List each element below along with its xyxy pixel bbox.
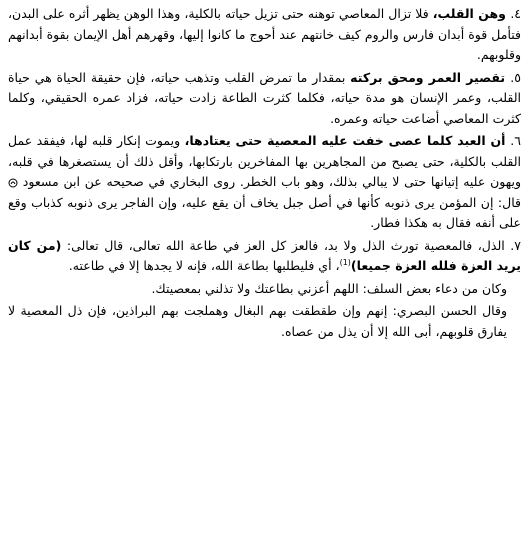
paragraph-6: [8, 131, 521, 234]
item-number: ٧.: [510, 237, 521, 253]
paragraph-4: [8, 4, 521, 66]
radiallahu-anhu-icon: [8, 178, 18, 188]
paragraph-7: [8, 236, 521, 277]
item-text: فلا تزال المعاصي توهنه حتى تزيل حياته بالكلية، وهذا الوهن يظهر أثره على البدن، فتأمل قوة أبدان فارس والروم كيف خانتهم عند أحوج ما كانوا إليها، وقهرهم أهل الإيمان بقوة أبدانهم وقلوبهم.: [8, 6, 521, 62]
item-heading: أن العبد كلما عصى خفت عليه المعصية حتى يعتادها،: [184, 133, 511, 148]
item-text: ويموت إنكار قلبه لها، فيفقد عمل القلب بالكلية، حتى يصبح من المجاهرين بها المفاخرين بارتكابها، وأقل ذلك أن يستصغرها في قلبه، ويهون عليه إتيانها حتى لا يبالي بذلك، وهو باب الخطر. روى البخاري في صحيحه عن ابن مسعود: [8, 133, 521, 189]
quran-verse: (من كان يريد العزة فلله العزة جميعا): [8, 237, 521, 273]
footnote-marker[interactable]: (1): [339, 257, 351, 267]
item-number: ٤.: [510, 6, 522, 21]
item-text-continued: قال: إن المؤمن يرى ذنوبه كأنها في أصل جبل يخاف أن يقع عليه، وإن الفاجر يرى ذنوبه كذباب وقع على أنفه فقال به هكذا فطار.: [8, 194, 521, 230]
item-text: الذل، فالمعصية تورث الذل ولا بد، فالعز كل العز في طاعة الله تعالى، قال تعالى:: [61, 237, 511, 253]
item-text-continued: ، أي فليطلبها بطاعة الله، فإنه لا يجدها إلا في طاعته.: [68, 258, 340, 273]
item-heading: تقصير العمر ومحق بركته: [350, 69, 511, 85]
paragraph-hasan-basri: وقال الحسن البصري: إنهم وإن طقطقت بهم البغال وهملجت بهم البراذين، فإن ذل المعصية لا يفارق قلوبهم، أبى الله إلا أن يذل من عصاه.: [8, 303, 507, 339]
item-number: ٥.: [510, 69, 521, 85]
paragraph-5: [8, 68, 521, 130]
item-heading: وهن القلب،: [432, 6, 511, 21]
item-number: ٦.: [510, 133, 521, 148]
paragraph-salaf-dua: وكان من دعاء بعض السلف: اللهم أعزني بطاعتك ولا تذلني بمعصيتك.: [151, 280, 507, 296]
item-text: بمقدار ما تمرض القلب وتذهب حياته، فإن حقيقة الحياة هي حياة القلب، وعمر الإنسان هو مدة حياته، فكلما كثرت الطاعة زادت حياته، فزاد عمره الحقيقي، وكلما كثرت المعاصي أضاعت حياته وعمره.: [8, 69, 521, 126]
